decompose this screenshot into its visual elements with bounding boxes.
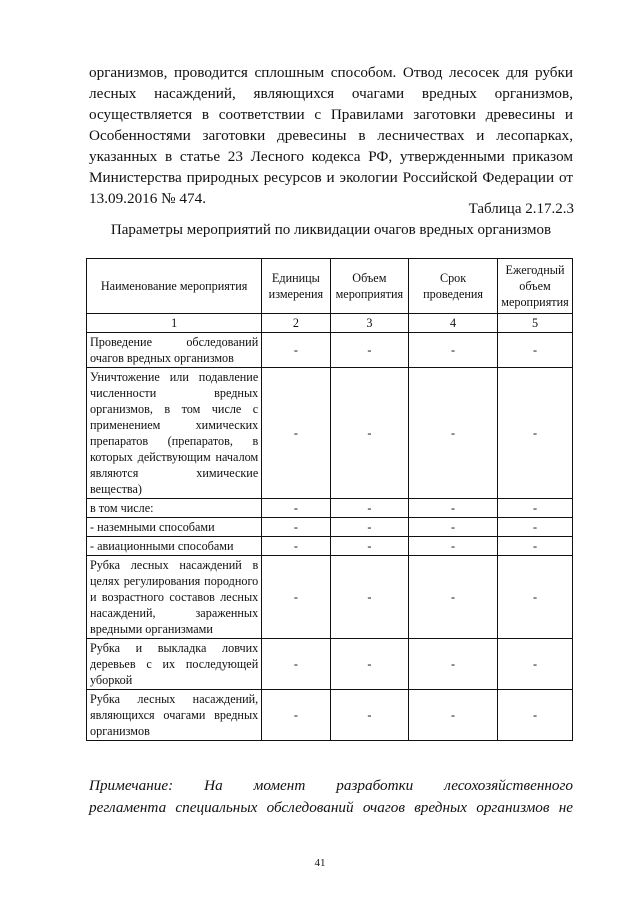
measure-name: Рубка лесных насаждений, являющихся очагами вредных организмов xyxy=(87,690,262,741)
note-paragraph xyxy=(89,775,573,819)
cell-value: - xyxy=(262,518,330,537)
column-number: 5 xyxy=(498,314,573,333)
cell-value: - xyxy=(330,639,409,690)
cell-value: - xyxy=(330,333,409,368)
paragraph-line: Министерства природных ресурсов и экологии Российской Федерации от xyxy=(89,169,573,186)
column-number: 3 xyxy=(330,314,409,333)
body-paragraph xyxy=(89,62,573,209)
cell-value: - xyxy=(262,537,330,556)
measure-name: Проведение обследований очагов вредных организмов xyxy=(87,333,262,368)
cell-value: - xyxy=(330,556,409,639)
measure-name: - наземными способами xyxy=(87,518,262,537)
table-row xyxy=(87,556,573,639)
cell-value: - xyxy=(498,499,573,518)
measure-name: Рубка лесных насаждений в целях регулирования породного и возрастного составов лесных насаждений, зараженных вредными организмами xyxy=(87,556,262,639)
table-row xyxy=(87,639,573,690)
cell-value: - xyxy=(409,518,498,537)
measure-name: Рубка и выкладка ловчих деревьев с их последующей уборкой xyxy=(87,639,262,690)
cell-value: - xyxy=(262,333,330,368)
cell-value: - xyxy=(498,690,573,741)
cell-value: - xyxy=(498,333,573,368)
measure-name: Уничтожение или подавление численности вредных организмов, в том числе с применением химических препаратов (препаратов, в которых действующим началом являются химические вещества) xyxy=(87,368,262,499)
cell-value: - xyxy=(498,368,573,499)
cell-value: - xyxy=(262,690,330,741)
cell-value: - xyxy=(409,639,498,690)
header-cell: Наименование мероприятия xyxy=(87,259,262,314)
cell-value: - xyxy=(262,556,330,639)
cell-value: - xyxy=(262,639,330,690)
column-number: 4 xyxy=(409,314,498,333)
paragraph-line: организмов, проводится сплошным способом. Отвод лесосек для рубки xyxy=(89,64,573,81)
table-row xyxy=(87,333,573,368)
column-number: 1 xyxy=(87,314,262,333)
column-number-row xyxy=(87,314,573,333)
cell-value: - xyxy=(498,556,573,639)
cell-value: - xyxy=(330,537,409,556)
measure-name: в том числе: xyxy=(87,499,262,518)
measure-name: - авиационными способами xyxy=(87,537,262,556)
table-number: Таблица 2.17.2.3 xyxy=(468,201,574,217)
cell-value: - xyxy=(330,518,409,537)
cell-value: - xyxy=(409,368,498,499)
cell-value: - xyxy=(498,537,573,556)
note-line: регламента специальных обследований очагов вредных организмов не xyxy=(89,799,573,816)
column-number: 2 xyxy=(262,314,330,333)
cell-value: - xyxy=(409,499,498,518)
table-row xyxy=(87,537,573,556)
page-number: 41 xyxy=(314,857,326,869)
paragraph-line: Особенностями заготовки древесины в лесничествах и лесопарках, xyxy=(89,127,573,144)
table-row xyxy=(87,499,573,518)
header-cell: Объем мероприятия xyxy=(330,259,409,314)
paragraph-line: осуществляется в соответствии с Правилами заготовки древесины и xyxy=(89,106,573,123)
cell-value: - xyxy=(409,333,498,368)
cell-value: - xyxy=(262,499,330,518)
cell-value: - xyxy=(498,518,573,537)
cell-value: - xyxy=(409,690,498,741)
cell-value: - xyxy=(498,639,573,690)
table-row xyxy=(87,368,573,499)
measures-table xyxy=(86,258,573,741)
header-cell: Срок проведения xyxy=(409,259,498,314)
table-header-row xyxy=(87,259,573,314)
paragraph-line: 13.09.2016 № 474. xyxy=(89,190,207,207)
table-title: Параметры мероприятий по ликвидации очагов вредных организмов xyxy=(110,222,552,238)
cell-value: - xyxy=(330,690,409,741)
note-line: Примечание: На момент разработки лесохозяйственного xyxy=(89,777,573,794)
table-row xyxy=(87,518,573,537)
cell-value: - xyxy=(262,368,330,499)
cell-value: - xyxy=(330,499,409,518)
table-row xyxy=(87,690,573,741)
paragraph-line: лесных насаждений, являющихся очагами вредных организмов, xyxy=(89,85,573,102)
cell-value: - xyxy=(330,368,409,499)
cell-value: - xyxy=(409,537,498,556)
header-cell: Единицы измерения xyxy=(262,259,330,314)
header-cell: Ежегодный объем мероприятия xyxy=(498,259,573,314)
paragraph-line: указанных в статье 23 Лесного кодекса РФ, утвержденными приказом xyxy=(89,148,573,165)
cell-value: - xyxy=(409,556,498,639)
